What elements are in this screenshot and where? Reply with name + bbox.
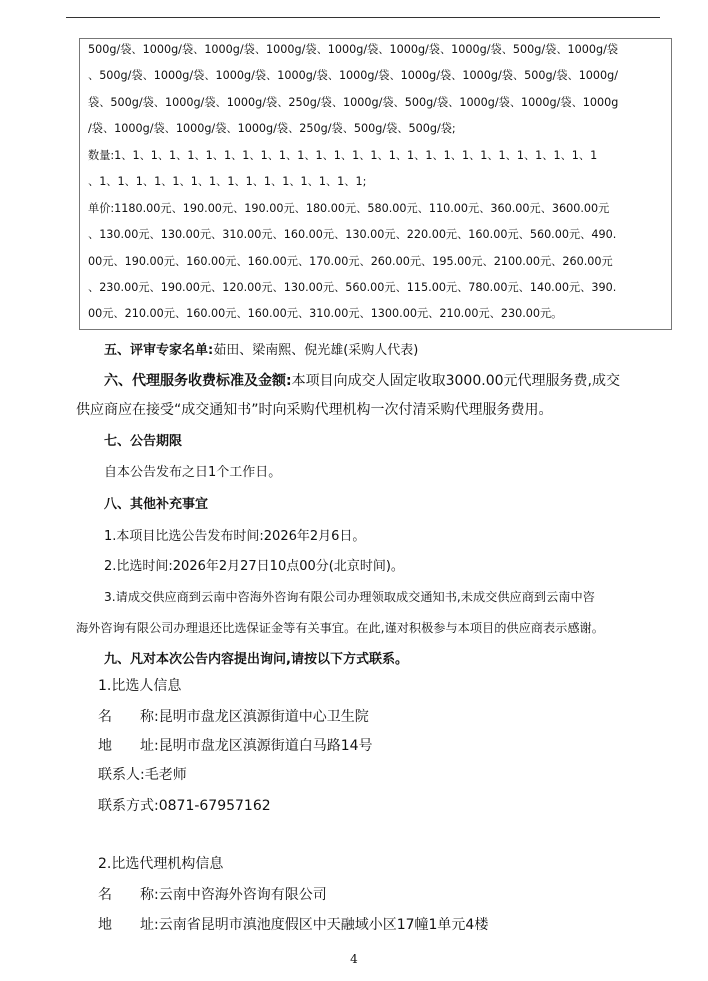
buyer-phone-value: 0871-67957162 — [158, 798, 271, 814]
buyer-name-row — [98, 708, 369, 726]
section-5 — [104, 343, 418, 359]
price-line: 、230.00元、190.00元、120.00元、130.00元、560.00元、115.00元、780.00元、140.00元、390. — [88, 281, 617, 294]
header-rule — [66, 17, 660, 18]
buyer-address-value: :昆明市盘龙区滇源街道白马路14号 — [154, 738, 373, 754]
buyer-name-value: :昆明市盘龙区滇源街道中心卫生院 — [154, 709, 369, 725]
section-6-heading: 六、代理服务收费标准及金额: — [104, 373, 292, 389]
section-8-heading: 八、其他补充事宜 — [104, 497, 209, 512]
section-7-text: 自本公告发布之日1个工作日。 — [104, 465, 282, 480]
section-9-heading: 九、凡对本次公告内容提出询问,请按以下方式联系。 — [104, 652, 408, 667]
agency-info-title: 2.比选代理机构信息 — [98, 856, 224, 872]
price-line: 00元、190.00元、160.00元、160.00元、170.00元、260.00元、195.00元、2100.00元、260.00元 — [88, 255, 613, 268]
price-line: 单价:1180.00元、190.00元、190.00元、180.00元、580.00元、110.00元、360.00元、3600.00元 — [88, 202, 610, 215]
agency-name-label: 名 称 — [98, 887, 154, 903]
buyer-contact-label: 联系人: — [98, 767, 145, 783]
agency-address-label: 地 址 — [98, 917, 154, 933]
buyer-phone-label: 联系方式: — [98, 798, 159, 814]
buyer-phone-row — [98, 797, 271, 815]
buyer-info-title: 1.比选人信息 — [98, 678, 182, 694]
section-5-heading: 五、评审专家名单: — [104, 343, 214, 358]
section-8-item-1: 1.本项目比选公告发布时间:2026年2月6日。 — [104, 529, 366, 544]
specification-table-cell — [79, 38, 672, 330]
section-8-item-2: 2.比选时间:2026年2月27日10点00分(北京时间)。 — [104, 559, 404, 574]
price-line: 、130.00元、130.00元、310.00元、160.00元、130.00元、220.00元、160.00元、560.00元、490. — [88, 228, 617, 241]
buyer-contact-row — [98, 766, 187, 784]
agency-address-value: :云南省昆明市滇池度假区中天融域小区17幢1单元4楼 — [154, 917, 489, 933]
section-8-item-3-line-2: 海外咨询有限公司办理退还比选保证金等有关事宜。在此,谨对积极参与本项目的供应商表示感谢。 — [76, 621, 604, 635]
agency-name-row — [98, 886, 327, 904]
buyer-contact-value: 毛老师 — [144, 767, 187, 783]
agency-name-value: :云南中咨海外咨询有限公司 — [154, 887, 327, 903]
agency-address-row — [98, 916, 488, 934]
spec-line: 袋、500g/袋、1000g/袋、1000g/袋、250g/袋、1000g/袋、500g/袋、1000g/袋、1000g/袋、1000g — [88, 96, 619, 109]
section-7-heading: 七、公告期限 — [104, 434, 183, 449]
buyer-address-label: 地 址 — [98, 738, 154, 754]
spec-line: /袋、1000g/袋、1000g/袋、1000g/袋、250g/袋、500g/袋、500g/袋; — [88, 122, 456, 135]
buyer-name-label: 名 称 — [98, 709, 154, 725]
page-number: 4 — [350, 952, 358, 966]
spec-line: 500g/袋、1000g/袋、1000g/袋、1000g/袋、1000g/袋、1000g/袋、1000g/袋、500g/袋、1000g/袋 — [88, 43, 619, 56]
section-8-item-3-line-1: 3.请成交供应商到云南中咨海外咨询有限公司办理领取成交通知书,未成交供应商到云南中咨 — [104, 590, 595, 604]
quantity-line: 数量:1、1、1、1、1、1、1、1、1、1、1、1、1、1、1、1、1、1、1、1、1、1、1、1、1、1、1 — [88, 149, 598, 162]
price-line: 00元、210.00元、160.00元、160.00元、310.00元、1300.00元、210.00元、230.00元。 — [88, 307, 563, 320]
section-5-text: 茹田、梁南熙、倪光雄(采购人代表) — [213, 343, 419, 358]
section-6-line-1: 六、代理服务收费标准及金额:本项目向成交人固定收取3000.00元代理服务费,成交 — [104, 373, 620, 389]
section-6-line-2: 供应商应在接受“成交通知书”时向采购代理机构一次付清采购代理服务费用。 — [76, 402, 553, 418]
buyer-address-row — [98, 737, 373, 755]
spec-line: 、500g/袋、1000g/袋、1000g/袋、1000g/袋、1000g/袋、1000g/袋、1000g/袋、500g/袋、1000g/ — [88, 69, 619, 82]
quantity-line: 、1、1、1、1、1、1、1、1、1、1、1、1、1、1、1; — [88, 175, 367, 188]
